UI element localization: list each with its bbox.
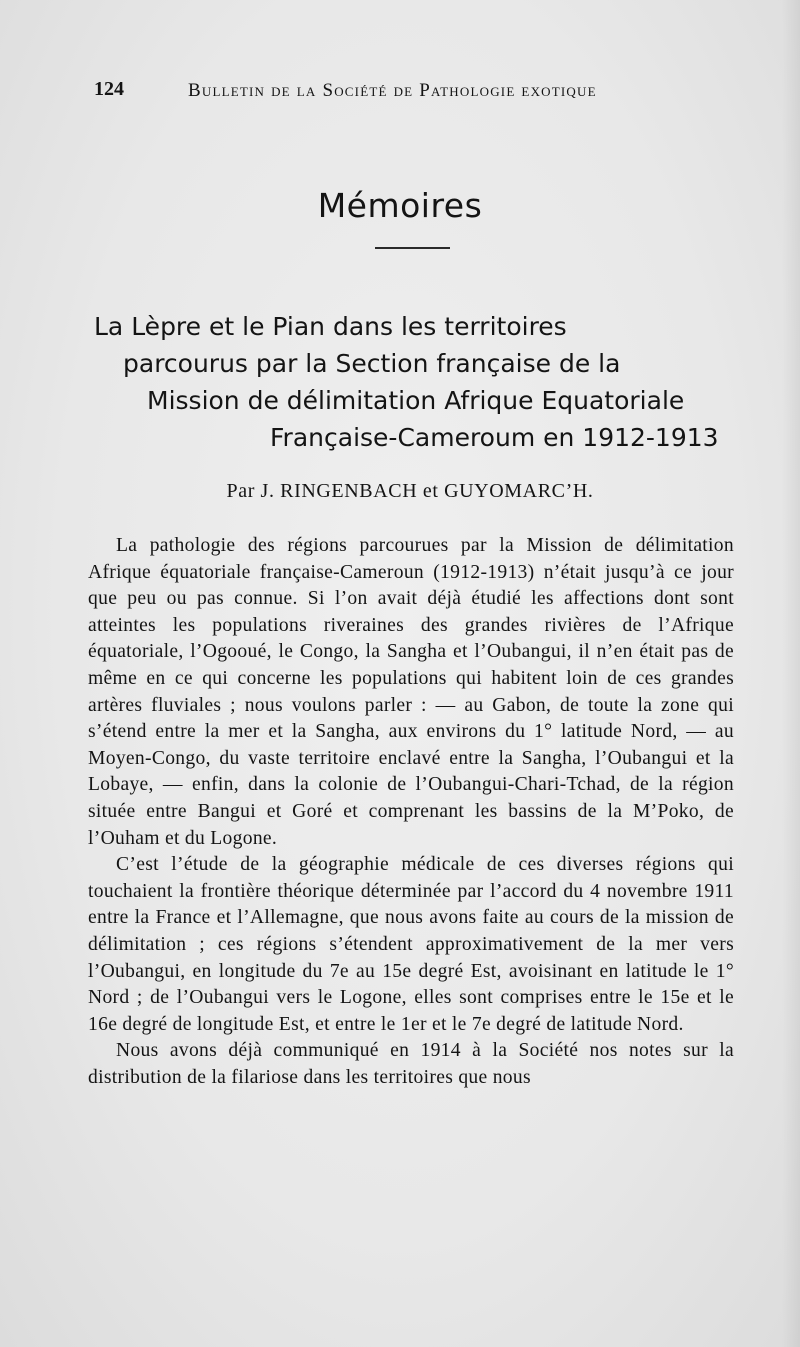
body-paragraph: La pathologie des régions parcourues par la Mission de délimitation Afrique équatoriale française-Cameroun (1912-1913) n’était jusqu’à ce jour que peu ou pas connue. Si l’on avait déjà étudié les affections dont sont atteintes les populations riveraines des grandes rivières de l’Afrique équatoriale, l’Ogooué, le Congo, la Sangha et l’Oubangui, il n’en était pas de même en ce qui concerne les populations qui habitent loin de ces grandes artères fluviales ; nous voulons parler : — au Gabon, de toute la zone qui s’étend entre la mer et la Sangha, aux environs du 1° latitude Nord, — au Moyen-Congo, du vaste territoire enclavé entre la Sangha, l’Oubangui et la Lobaye, — enfin, dans la colonie de l’Oubangui-Chari-Tchad, de la région située entre Bangui et Goré et comprenant les bassins de la M’Poko, de l’Ouham et du Logone.: [88, 535, 734, 849]
article-title-line: parcourus par la Section française de la: [123, 349, 621, 378]
page-header: [94, 78, 694, 106]
running-head: Bulletin de la Société de Pathologie exotique: [188, 80, 597, 101]
page-number: 124: [94, 78, 124, 100]
title-rule: [375, 247, 450, 249]
byline: Par J. RINGENBACH et GUYOMARC’H.: [226, 480, 594, 502]
body-paragraph: Nous avons déjà communiqué en 1914 à la Société nos notes sur la distribution de la filariose dans les territoires que nous: [88, 1040, 734, 1088]
body-paragraph: C’est l’étude de la géographie médicale de ces diverses régions qui touchaient la frontière théorique déterminée par l’accord du 4 novembre 1911 entre la France et l’Allemagne, que nous avons faite au cours de la mission de délimitation ; ces régions s’étendent approximativement de la mer vers l’Oubangui, en longitude du 7e au 15e degré Est, avoisinant en latitude le 1° Nord ; de l’Oubangui vers le Logone, elles sont comprises entre le 15e et le 16e degré de longitude Est, et entre le 1er et le 7e degré de latitude Nord.: [88, 854, 734, 1035]
article-title-line: Mission de délimitation Afrique Equatoriale: [147, 386, 685, 415]
article-title-line: La Lèpre et le Pian dans les territoires: [94, 312, 567, 341]
section-title: Mémoires: [317, 186, 483, 225]
article-title-line: Française-Cameroum en 1912-1913: [270, 423, 719, 452]
article-body: [88, 533, 734, 1091]
